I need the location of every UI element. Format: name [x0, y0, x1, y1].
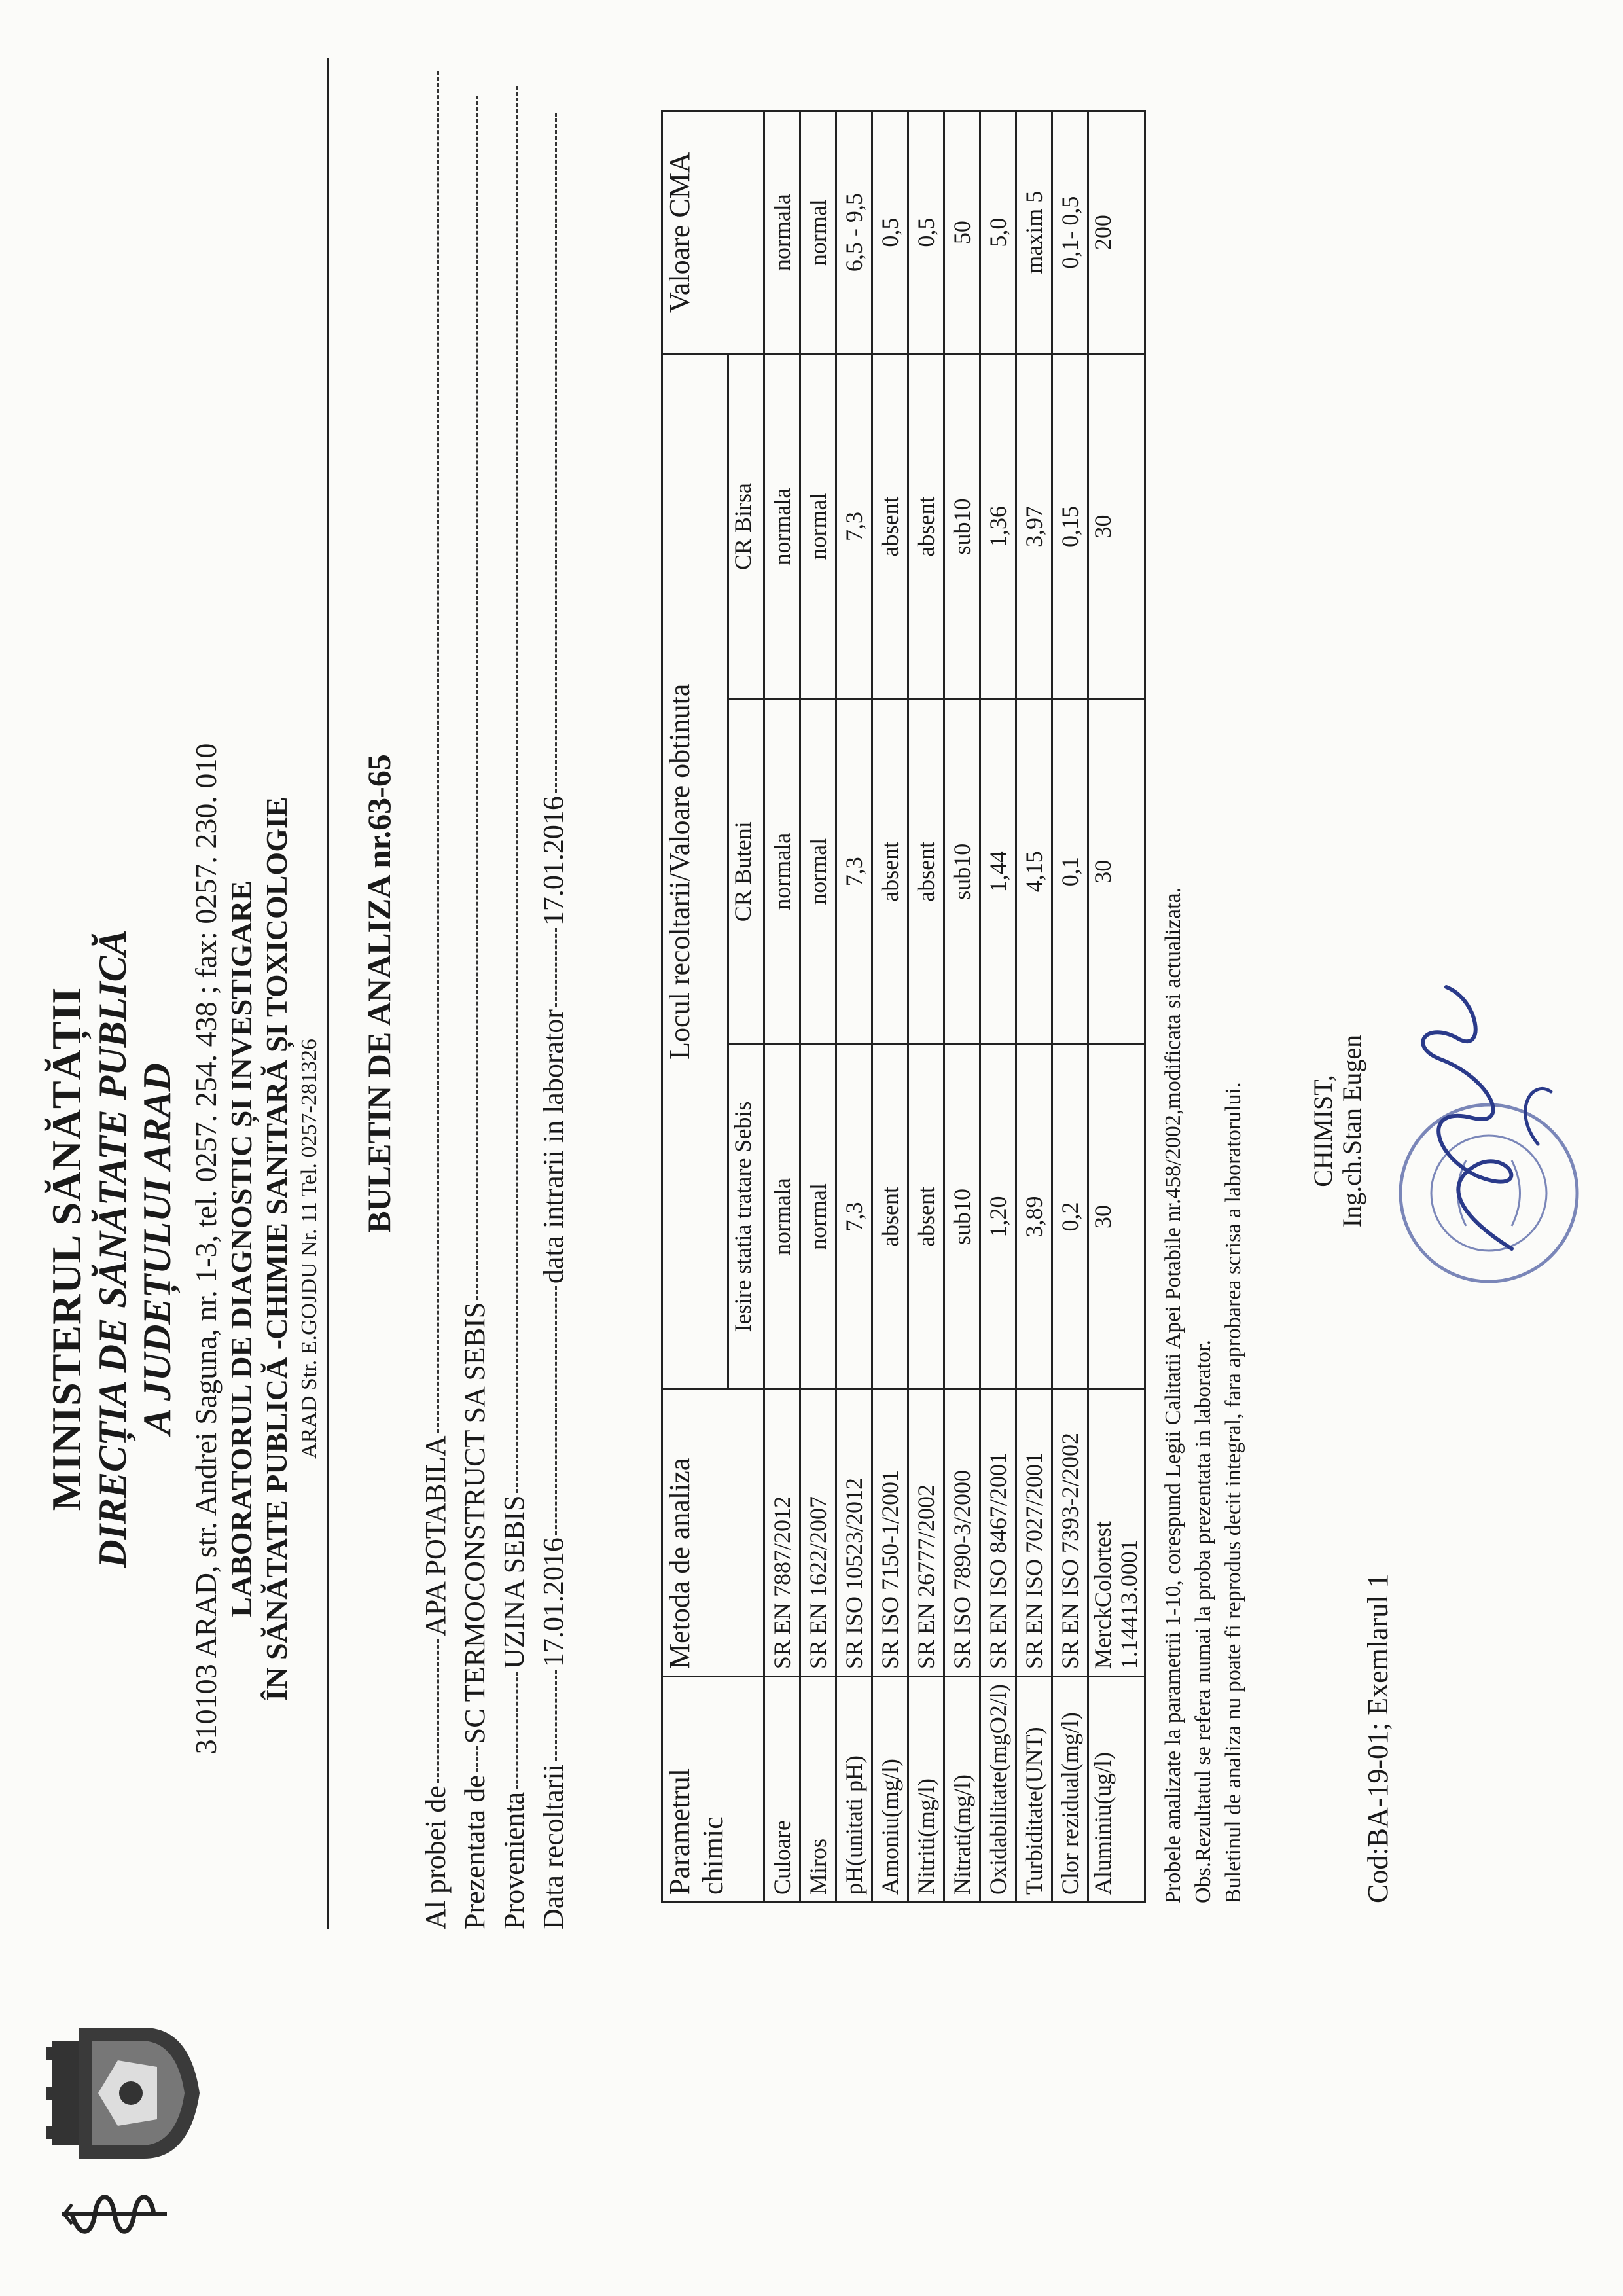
note-line: Buletinul de analiza nu poate fi reprodus decit integral, fara aprobarea scrisa a laboratorului.	[1221, 1082, 1245, 1903]
cell-param: Miros	[800, 1677, 836, 1903]
cell-value: normal	[800, 354, 836, 699]
cell-value: absent	[908, 354, 944, 699]
cell-param: Nitriti(mg/l)	[908, 1677, 944, 1903]
institution-address: 310103 ARAD, str. Andrei Saguna, nr. 1-3, tel. 0257. 254. 438 ; fax: 0257. 230. 010	[189, 743, 223, 1755]
cell-value: normala	[764, 1044, 800, 1389]
handwritten-signature	[1381, 974, 1577, 1275]
cell-param: Aluminiu(ug/l)	[1088, 1677, 1145, 1903]
ministry-name: MINISTERUL SĂNĂTĂȚII	[43, 986, 90, 1511]
cell-value: normala	[764, 354, 800, 699]
table-row	[1052, 111, 1088, 1903]
table-row	[980, 111, 1016, 1903]
field-label: Al probei de	[419, 1785, 452, 1929]
directorate-name: DIRECȚIA DE SĂNĂTATE PUBLICĂ	[91, 929, 134, 1568]
cell-param: Clor rezidual(mg/l)	[1052, 1677, 1088, 1903]
cell-cma: 0,5	[872, 111, 908, 354]
analysis-table	[661, 110, 1146, 1903]
dash-filler	[437, 71, 439, 1433]
cell-method	[1088, 1390, 1145, 1677]
field-value: 17.01.2016	[537, 796, 569, 926]
cell-cma: 0,5	[908, 111, 944, 354]
dash-filler	[516, 86, 518, 1493]
cell-param: Nitrati(mg/l)	[944, 1677, 980, 1903]
letterhead	[43, 398, 321, 2100]
lab-name-line2: ÎN SĂNĂTATE PUBLICĂ -CHIMIE SANITARĂ ȘI TOXICOLOGIE	[260, 797, 293, 1701]
field-value: SC TERMOCONSTRUCT SA SEBIS	[459, 1302, 491, 1744]
field-label: Data recoltarii	[537, 1764, 569, 1929]
cell-method: SR EN 7887/2012	[764, 1390, 800, 1677]
table-row	[908, 111, 944, 1903]
cell-value: 0,2	[1052, 1044, 1088, 1389]
cell-cma: 50	[944, 111, 980, 354]
location-header: Iesire statia tratare Sebis	[728, 1044, 764, 1389]
cell-cma: 200	[1088, 111, 1145, 354]
medical-caduceus-logo	[59, 2178, 170, 2250]
dash-filler	[476, 96, 478, 1300]
cell-value: 30	[1088, 699, 1145, 1044]
col-header-cma: Valoare CMA	[662, 111, 764, 354]
cell-value: normala	[764, 699, 800, 1044]
cell-cma: maxim 5	[1016, 111, 1052, 354]
cell-value: 3,89	[1016, 1044, 1052, 1389]
cell-cma: normal	[800, 111, 836, 354]
cell-method: SR ISO 10523/2012	[836, 1390, 872, 1677]
lab-name-line1: LABORATORUL DE DIAGNOSTIC ȘI INVESTIGARE	[224, 880, 258, 1617]
dash-filler	[516, 1672, 518, 1789]
dash-filler	[555, 1286, 557, 1535]
cell-param: Culoare	[764, 1677, 800, 1903]
table-row	[1016, 111, 1052, 1903]
field-probe	[419, 58, 452, 1929]
cell-param: Turbiditate(UNT)	[1016, 1677, 1052, 1903]
cell-method: SR EN ISO 7027/2001	[1016, 1390, 1052, 1677]
dash-filler	[555, 113, 557, 793]
cell-value: 30	[1088, 1044, 1145, 1389]
col-header-location: Locul recoltarii/Valoare obtinuta	[662, 354, 728, 1390]
cell-value: absent	[872, 699, 908, 1044]
cell-method: SR EN 1622/2007	[800, 1390, 836, 1677]
table-row	[944, 111, 980, 1903]
field-value: 17.01.2016	[537, 1537, 569, 1668]
lab-address: ARAD Str. E.GOJDU Nr. 11 Tel. 0257-281326	[297, 1039, 321, 1459]
table-row	[764, 111, 800, 1903]
col-header-method: Metoda de analiza	[662, 1390, 764, 1677]
cell-value: sub10	[944, 1044, 980, 1389]
cell-cma: 5,0	[980, 111, 1016, 354]
cell-value: absent	[872, 354, 908, 699]
field-label: data intrarii in laborator	[537, 1009, 569, 1284]
location-header: CR Birsa	[728, 354, 764, 699]
document-title: BULETIN DE ANALIZA nr.63-65	[361, 754, 397, 1233]
cell-value: absent	[908, 699, 944, 1044]
field-value: APA POTABILA	[419, 1435, 452, 1637]
table-row	[1088, 111, 1145, 1903]
cell-value: 7,3	[836, 1044, 872, 1389]
method-line: 1.14413.0001	[1116, 1539, 1142, 1670]
table-row	[836, 111, 872, 1903]
field-label: Provenienta	[498, 1791, 530, 1929]
cell-cma: normala	[764, 111, 800, 354]
county-name: A JUDEȚULUI ARAD	[135, 1063, 179, 1435]
cell-param: pH(unitati pH)	[836, 1677, 872, 1903]
cell-method: SR ISO 7890-3/2000	[944, 1390, 980, 1677]
cell-method: SR EN 26777/2002	[908, 1390, 944, 1677]
field-value: UZINA SEBIS	[498, 1495, 530, 1669]
dash-filler	[437, 1639, 439, 1783]
field-presented	[458, 58, 491, 1929]
cell-method: SR EN ISO 8467/2001	[980, 1390, 1016, 1677]
signature-block	[1309, 935, 1366, 1327]
cell-value: 30	[1088, 354, 1145, 699]
field-label: Prezentata de	[459, 1775, 491, 1929]
cell-value: 3,97	[1016, 354, 1052, 699]
table-row	[800, 111, 836, 1903]
cell-value: 7,3	[836, 354, 872, 699]
cell-param: Amoniu(mg/l)	[872, 1677, 908, 1903]
cell-value: 1,44	[980, 699, 1016, 1044]
field-dates	[537, 58, 570, 1929]
cell-value: sub10	[944, 354, 980, 699]
cell-method: SR ISO 7150-1/2001	[872, 1390, 908, 1677]
cell-value: normal	[800, 1044, 836, 1389]
dash-filler	[476, 1746, 478, 1772]
cell-value: 1,20	[980, 1044, 1016, 1389]
cell-cma: 6,5 - 9,5	[836, 111, 872, 354]
dash-filler	[555, 1670, 557, 1761]
col-header-param: Parametrul chimic	[662, 1677, 764, 1903]
field-origin	[497, 58, 531, 1929]
cell-value: 0,15	[1052, 354, 1088, 699]
cell-param: Oxidabilitate(mgO2/l)	[980, 1677, 1016, 1903]
cell-value: 7,3	[836, 699, 872, 1044]
cell-cma: 0,1- 0,5	[1052, 111, 1088, 354]
notes	[1158, 71, 1249, 1903]
location-header: CR Buteni	[728, 699, 764, 1044]
cell-value: sub10	[944, 699, 980, 1044]
header-divider	[327, 58, 329, 1929]
document-code: Cod:BA-19-01; Exemlarul 1	[1362, 1573, 1394, 1903]
signer-role: CHIMIST,	[1308, 1075, 1338, 1187]
note-line: Obs.Rezultatul se refera numai la proba prezentata in laborator.	[1190, 1340, 1215, 1903]
dash-filler	[555, 928, 557, 1007]
cell-value: 0,1	[1052, 699, 1088, 1044]
cell-method: SR EN ISO 7393-2/2002	[1052, 1390, 1088, 1677]
cell-value: 4,15	[1016, 699, 1052, 1044]
cell-value: 1,36	[980, 354, 1016, 699]
signer-name: Ing.ch.Stan Eugen	[1337, 1034, 1366, 1228]
cell-value: normal	[800, 699, 836, 1044]
table-row	[872, 111, 908, 1903]
cell-value: absent	[908, 1044, 944, 1389]
method-line: MerckColortest	[1090, 1521, 1116, 1670]
cell-value: absent	[872, 1044, 908, 1389]
note-line: Probele analizate la parametrii 1-10, corespund Legii Calitatii Apei Potabile nr.458/2002,modificata si actualizata.	[1161, 887, 1185, 1903]
